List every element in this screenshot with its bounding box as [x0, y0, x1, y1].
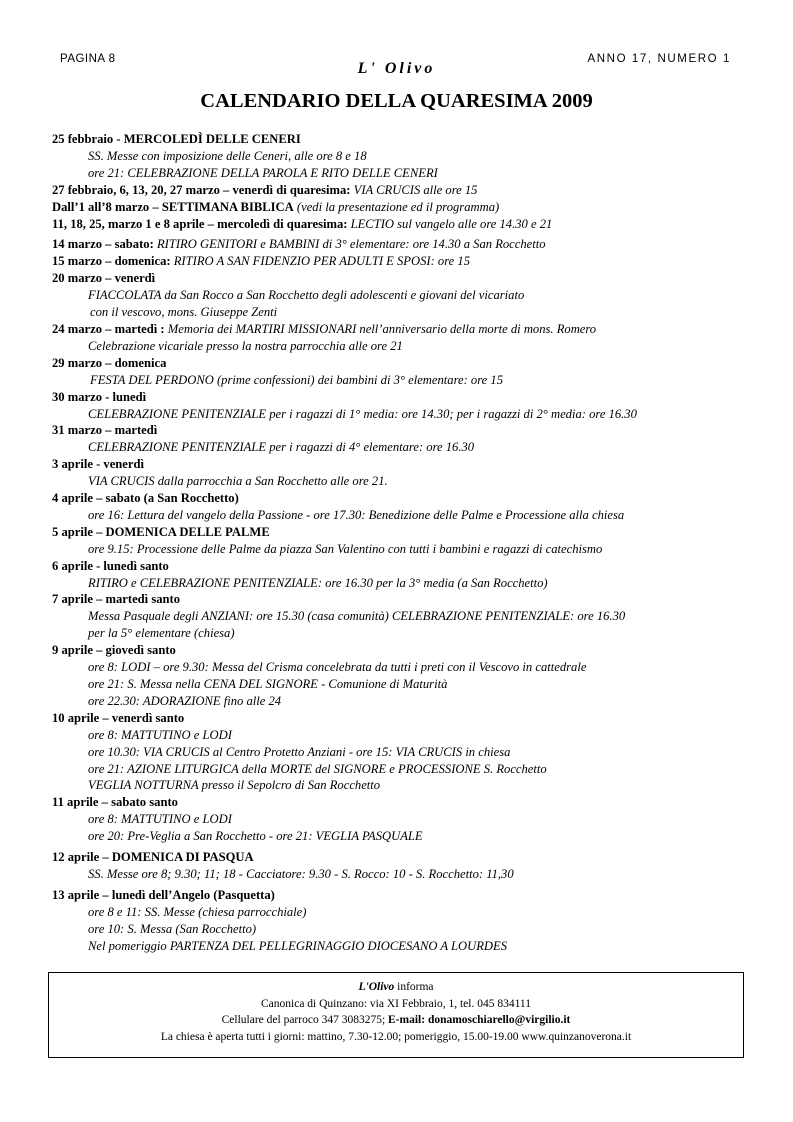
info-box — [48, 972, 744, 1058]
info-box-heading — [49, 979, 743, 996]
calendar-line: ore 8: LODI – ore 9.30: Messa del Crisma concelebrata da tutti i preti con il Vescovo in cattedrale — [88, 660, 587, 675]
calendar-line: ore 10: S. Messa (San Rocchetto) — [88, 921, 257, 936]
calendar-line: 13 aprile – lunedì dell’Angelo (Pasquetta) — [52, 887, 275, 902]
info-box-email[interactable]: E-mail: donamoschiarello@virgilio.it — [388, 1014, 571, 1026]
calendar-line: VEGLIA NOTTURNA presso il Sepolcro di San Rocchetto — [88, 778, 381, 793]
calendar-line: Nel pomeriggio PARTENZA DEL PELLEGRINAGGIO DIOCESANO A LOURDES — [88, 938, 507, 953]
calendar-line: FESTA DEL PERDONO (prime confessioni) dei bambini di 3° elementare: ore 15 — [90, 372, 503, 387]
calendar-date: 24 marzo – martedì : — [52, 321, 165, 336]
calendar-line: ore 22.30: ADORAZIONE fino alle 24 — [88, 693, 282, 708]
calendar-date: 14 marzo – sabato: — [52, 237, 154, 252]
page-number-label: PAGINA 8 — [60, 53, 116, 65]
calendar-date: Dall’1 all’8 marzo – SETTIMANA BIBLICA — [52, 199, 294, 214]
calendar-line: 10 aprile – venerdì santo — [52, 710, 185, 725]
calendar-line: 4 aprile – sabato (a San Rocchetto) — [52, 491, 239, 506]
info-box-brand-suffix: informa — [397, 981, 434, 993]
calendar-line: con il vescovo, mons. Giuseppe Zenti — [90, 305, 278, 320]
calendar-line: FIACCOLATA da San Rocco a San Rocchetto degli adolescenti e giovani del vicariato — [88, 288, 525, 303]
info-box-phone: Cellulare del parroco 347 3083275; — [221, 1014, 389, 1026]
calendar-line — [52, 216, 752, 233]
calendar-line: ore 16: Lettura del vangelo della Passione - ore 17.30: Benedizione delle Palme e Processione alla chiesa — [88, 507, 625, 522]
calendar-line: ore 9.15: Processione delle Palme da piazza San Valentino con tutti i bambini e ragazzi di catechismo — [88, 541, 603, 556]
info-box-hours: La chiesa è aperta tutti i giorni: mattino, 7.30-12.00; pomeriggio, 15.00-19.00 www.quinzanoverona.it — [160, 1030, 632, 1043]
calendar-event: LECTIO sul vangelo alle ore 14.30 e 21 — [350, 216, 553, 231]
calendar-line: ore 8: MATTUTINO e LODI — [88, 727, 232, 742]
calendar-line: ore 10.30: VIA CRUCIS al Centro Protetto Anziani - ore 15: VIA CRUCIS in chiesa — [88, 744, 511, 759]
calendar-event: VIA CRUCIS alle ore 15 — [353, 182, 478, 197]
calendar-line: 11 aprile – sabato santo — [52, 795, 178, 810]
calendar-line: per la 5° elementare (chiesa) — [88, 626, 235, 641]
calendar-line: 7 aprile – martedì santo — [52, 592, 181, 607]
calendar-line — [52, 182, 752, 199]
calendar-line: 3 aprile - venerdì — [52, 457, 144, 472]
calendar-line: ore 20: Pre-Veglia a San Rocchetto - ore 21: VEGLIA PASQUALE — [88, 829, 423, 844]
calendar-line: ore 21: S. Messa nella CENA DEL SIGNORE - Comunione di Maturità — [88, 677, 448, 691]
calendar-line: CELEBRAZIONE PENITENZIALE per i ragazzi di 1° media: ore 14.30; per i ragazzi di 2° media: ore 16.30 — [88, 406, 637, 421]
calendar-line: CELEBRAZIONE PENITENZIALE per i ragazzi di 4° elementare: ore 16.30 — [88, 440, 475, 455]
calendar-line: 30 marzo - lunedì — [52, 389, 147, 404]
calendar-line: Celebrazione vicariale presso la nostra parrocchia alle ore 21 — [88, 338, 403, 353]
calendar-line: ore 21: CELEBRAZIONE DELLA PAROLA E RITO DELLE CENERI — [88, 165, 438, 180]
calendar-event: RITIRO A SAN FIDENZIO PER ADULTI E SPOSI: ore 15 — [173, 254, 470, 269]
calendar-line: 12 aprile – DOMENICA DI PASQUA — [52, 850, 254, 865]
calendar-date: 15 marzo – domenica: — [52, 254, 171, 269]
calendar-line — [52, 199, 752, 216]
calendar-line: 25 febbraio - MERCOLEDÌ DELLE CENERI — [52, 132, 301, 146]
calendar-date: 27 febbraio, 6, 13, 20, 27 marzo – venerdì di quaresima: — [52, 182, 351, 197]
calendar-line: 9 aprile – giovedì santo — [52, 643, 176, 658]
calendar-line: SS. Messe ore 8; 9.30; 11; 18 - Cacciatore: 9.30 - S. Rocco: 10 - S. Rocchetto: 11,30 — [88, 866, 514, 881]
calendar-line: 20 marzo – venerdì — [52, 271, 156, 286]
calendar-event: (vedi la presentazione ed il programma) — [296, 199, 500, 214]
calendar-line: 5 aprile – DOMENICA DELLE PALME — [52, 524, 270, 539]
calendar-event: Memoria dei MARTIRI MISSIONARI nell’anniversario della morte di mons. Romero — [167, 321, 597, 336]
calendar-line — [52, 236, 752, 253]
calendar-line: ore 8 e 11: SS. Messe (chiesa parrocchiale) — [88, 904, 307, 919]
masthead-title: L' Olivo — [357, 60, 436, 77]
info-box-contacts — [49, 1012, 743, 1029]
calendar-line: ore 8: MATTUTINO e LODI — [88, 812, 232, 827]
calendar-line: SS. Messe con imposizione delle Ceneri, alle ore 8 e 18 — [88, 148, 367, 163]
calendar-line: Messa Pasquale degli ANZIANI: ore 15.30 (casa comunità) CELEBRAZIONE PENITENZIALE: ore 16.30 — [88, 609, 626, 624]
issue-label: ANNO 17, NUMERO 1 — [587, 53, 731, 65]
page-title: CALENDARIO DELLA QUARESIMA 2009 — [200, 90, 593, 112]
calendar-line — [52, 321, 752, 338]
calendar-date: 11, 18, 25, marzo 1 e 8 aprile – mercoledì di quaresima: — [52, 216, 348, 231]
info-box-address: Canonica di Quinzano: via XI Febbraio, 1, tel. 045 834111 — [261, 997, 531, 1010]
calendar-line: VIA CRUCIS dalla parrocchia a San Rocchetto alle ore 21. — [88, 474, 388, 489]
info-box-brand: L'Olivo — [358, 981, 395, 993]
calendar-line: RITIRO e CELEBRAZIONE PENITENZIALE: ore 16.30 per la 3° media (a San Rocchetto) — [88, 575, 548, 590]
calendar-list — [52, 131, 752, 955]
calendar-line — [52, 253, 752, 270]
calendar-line: ore 21: AZIONE LITURGICA della MORTE del SIGNORE e PROCESSIONE S. Rocchetto — [88, 761, 547, 776]
calendar-line: 29 marzo – domenica — [52, 355, 167, 370]
calendar-line: 31 marzo – martedì — [52, 423, 158, 438]
calendar-line: 6 aprile - lunedì santo — [52, 558, 169, 573]
calendar-event: RITIRO GENITORI e BAMBINI di 3° elementare: ore 14.30 a San Rocchetto — [156, 237, 546, 252]
